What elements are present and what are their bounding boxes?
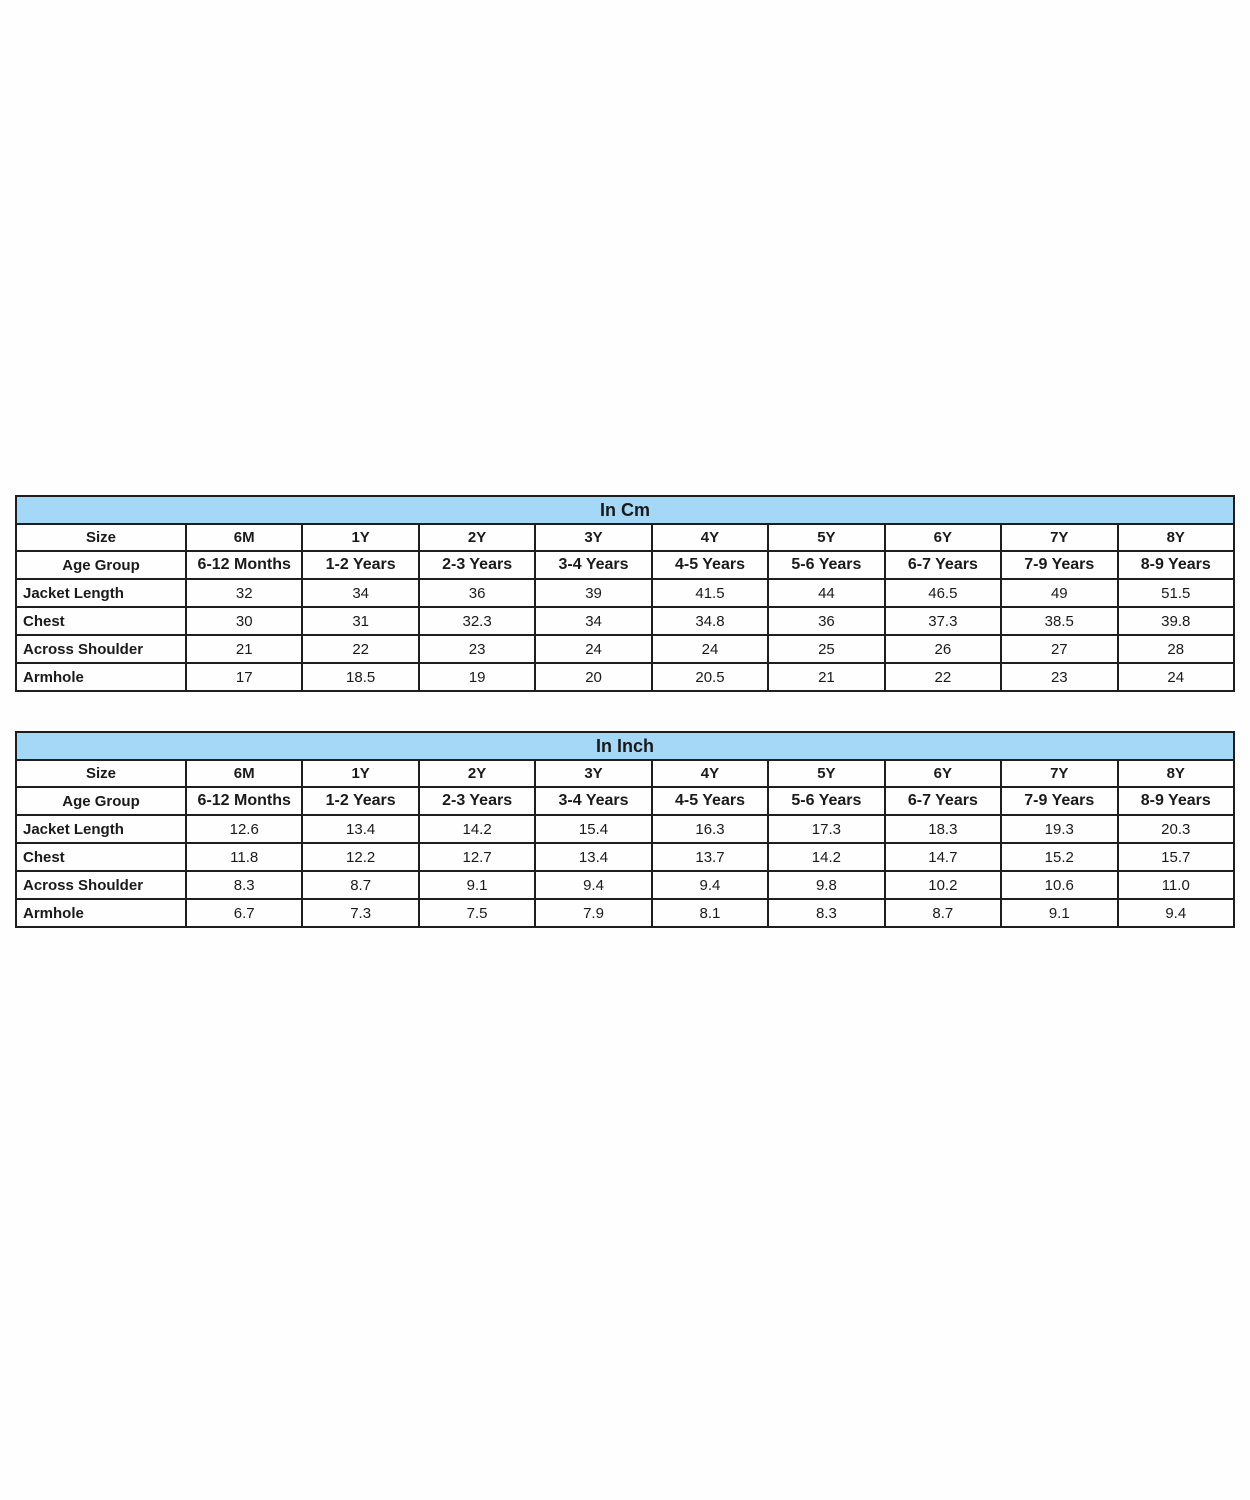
size-cell: 7Y — [1001, 524, 1117, 551]
measurement-value: 14.2 — [419, 815, 535, 843]
age-group-cell: 5-6 Years — [768, 551, 884, 579]
measurement-value: 32.3 — [419, 607, 535, 635]
measurement-row — [16, 843, 1234, 871]
measurement-value: 32 — [186, 579, 302, 607]
measurement-value: 15.2 — [1001, 843, 1117, 871]
table-title-row — [16, 496, 1234, 524]
age-group-cell: 2-3 Years — [419, 551, 535, 579]
measurement-value: 19 — [419, 663, 535, 691]
measurement-value: 21 — [186, 635, 302, 663]
measurement-value: 16.3 — [652, 815, 768, 843]
measurement-value: 39 — [535, 579, 651, 607]
measurement-row — [16, 871, 1234, 899]
size-cell: 4Y — [652, 760, 768, 787]
measurement-value: 23 — [1001, 663, 1117, 691]
measurement-row — [16, 663, 1234, 691]
measurement-value: 23 — [419, 635, 535, 663]
size-cell: 2Y — [419, 760, 535, 787]
measurement-value: 8.1 — [652, 899, 768, 927]
age-group-cell: 7-9 Years — [1001, 787, 1117, 815]
age-group-cell: 8-9 Years — [1118, 787, 1235, 815]
measurement-row — [16, 899, 1234, 927]
measurement-value: 19.3 — [1001, 815, 1117, 843]
size-row-label: Size — [16, 760, 186, 787]
size-cell: 4Y — [652, 524, 768, 551]
measurement-value: 8.3 — [768, 899, 884, 927]
size-chart-cm-table — [15, 495, 1235, 692]
measurement-value: 13.4 — [302, 815, 418, 843]
measurement-value: 8.3 — [186, 871, 302, 899]
measurement-value: 9.4 — [535, 871, 651, 899]
measurement-label: Chest — [16, 843, 186, 871]
measurement-value: 15.7 — [1118, 843, 1235, 871]
measurement-value: 24 — [535, 635, 651, 663]
measurement-value: 34 — [535, 607, 651, 635]
measurement-value: 7.3 — [302, 899, 418, 927]
measurement-value: 34.8 — [652, 607, 768, 635]
age-group-cell: 2-3 Years — [419, 787, 535, 815]
measurement-value: 38.5 — [1001, 607, 1117, 635]
age-group-cell: 6-7 Years — [885, 551, 1001, 579]
measurement-value: 20.3 — [1118, 815, 1235, 843]
size-header-row — [16, 524, 1234, 551]
measurement-value: 37.3 — [885, 607, 1001, 635]
measurement-label: Armhole — [16, 899, 186, 927]
age-group-cell: 1-2 Years — [302, 787, 418, 815]
measurement-value: 27 — [1001, 635, 1117, 663]
size-cell: 7Y — [1001, 760, 1117, 787]
measurement-label: Jacket Length — [16, 579, 186, 607]
measurement-value: 24 — [1118, 663, 1235, 691]
measurement-value: 14.7 — [885, 843, 1001, 871]
measurement-value: 30 — [186, 607, 302, 635]
measurement-value: 14.2 — [768, 843, 884, 871]
measurement-value: 9.4 — [1118, 899, 1235, 927]
measurement-value: 12.2 — [302, 843, 418, 871]
age-group-cell: 7-9 Years — [1001, 551, 1117, 579]
measurement-label: Chest — [16, 607, 186, 635]
measurement-value: 51.5 — [1118, 579, 1235, 607]
measurement-value: 20 — [535, 663, 651, 691]
measurement-value: 12.6 — [186, 815, 302, 843]
measurement-row — [16, 607, 1234, 635]
age-group-cell: 8-9 Years — [1118, 551, 1235, 579]
measurement-value: 9.4 — [652, 871, 768, 899]
measurement-label: Across Shoulder — [16, 635, 186, 663]
size-cell: 8Y — [1118, 760, 1235, 787]
measurement-value: 31 — [302, 607, 418, 635]
age-group-cell: 3-4 Years — [535, 787, 651, 815]
measurement-value: 46.5 — [885, 579, 1001, 607]
size-cell: 6M — [186, 524, 302, 551]
size-cell: 6Y — [885, 524, 1001, 551]
measurement-value: 8.7 — [885, 899, 1001, 927]
measurement-value: 11.0 — [1118, 871, 1235, 899]
measurement-row — [16, 635, 1234, 663]
age-group-cell: 6-7 Years — [885, 787, 1001, 815]
size-row-label: Size — [16, 524, 186, 551]
age-group-cell: 4-5 Years — [652, 787, 768, 815]
age-group-cell: 3-4 Years — [535, 551, 651, 579]
table-title: In Inch — [16, 732, 1234, 760]
measurement-value: 36 — [419, 579, 535, 607]
size-chart-inch-table — [15, 731, 1235, 928]
size-cell: 6Y — [885, 760, 1001, 787]
size-cell: 3Y — [535, 760, 651, 787]
measurement-value: 6.7 — [186, 899, 302, 927]
measurement-value: 9.8 — [768, 871, 884, 899]
measurement-value: 11.8 — [186, 843, 302, 871]
measurement-value: 25 — [768, 635, 884, 663]
measurement-row — [16, 815, 1234, 843]
age-group-cell: 1-2 Years — [302, 551, 418, 579]
measurement-value: 21 — [768, 663, 884, 691]
measurement-value: 18.3 — [885, 815, 1001, 843]
measurement-label: Across Shoulder — [16, 871, 186, 899]
size-cell: 5Y — [768, 760, 884, 787]
size-header-row — [16, 760, 1234, 787]
measurement-value: 49 — [1001, 579, 1117, 607]
measurement-value: 7.5 — [419, 899, 535, 927]
measurement-value: 10.6 — [1001, 871, 1117, 899]
measurement-value: 18.5 — [302, 663, 418, 691]
measurement-value: 44 — [768, 579, 884, 607]
measurement-value: 34 — [302, 579, 418, 607]
measurement-value: 9.1 — [1001, 899, 1117, 927]
measurement-value: 9.1 — [419, 871, 535, 899]
age-group-row — [16, 551, 1234, 579]
size-cell: 1Y — [302, 760, 418, 787]
measurement-value: 41.5 — [652, 579, 768, 607]
measurement-value: 10.2 — [885, 871, 1001, 899]
measurement-value: 17 — [186, 663, 302, 691]
table-title-row — [16, 732, 1234, 760]
measurement-value: 13.7 — [652, 843, 768, 871]
age-group-cell: 6-12 Months — [186, 787, 302, 815]
age-group-cell: 5-6 Years — [768, 787, 884, 815]
measurement-value: 22 — [302, 635, 418, 663]
size-cell: 5Y — [768, 524, 884, 551]
age-group-row — [16, 787, 1234, 815]
age-group-cell: 6-12 Months — [186, 551, 302, 579]
age-group-row-label: Age Group — [16, 787, 186, 815]
measurement-value: 26 — [885, 635, 1001, 663]
table-title: In Cm — [16, 496, 1234, 524]
size-cell: 1Y — [302, 524, 418, 551]
measurement-value: 7.9 — [535, 899, 651, 927]
measurement-value: 13.4 — [535, 843, 651, 871]
measurement-value: 36 — [768, 607, 884, 635]
measurement-value: 17.3 — [768, 815, 884, 843]
measurement-label: Jacket Length — [16, 815, 186, 843]
age-group-row-label: Age Group — [16, 551, 186, 579]
measurement-value: 15.4 — [535, 815, 651, 843]
measurement-value: 12.7 — [419, 843, 535, 871]
age-group-cell: 4-5 Years — [652, 551, 768, 579]
size-cell: 6M — [186, 760, 302, 787]
measurement-value: 20.5 — [652, 663, 768, 691]
measurement-value: 24 — [652, 635, 768, 663]
size-cell: 3Y — [535, 524, 651, 551]
measurement-row — [16, 579, 1234, 607]
size-cell: 8Y — [1118, 524, 1235, 551]
size-cell: 2Y — [419, 524, 535, 551]
measurement-value: 28 — [1118, 635, 1235, 663]
measurement-value: 39.8 — [1118, 607, 1235, 635]
measurement-value: 22 — [885, 663, 1001, 691]
measurement-label: Armhole — [16, 663, 186, 691]
measurement-value: 8.7 — [302, 871, 418, 899]
